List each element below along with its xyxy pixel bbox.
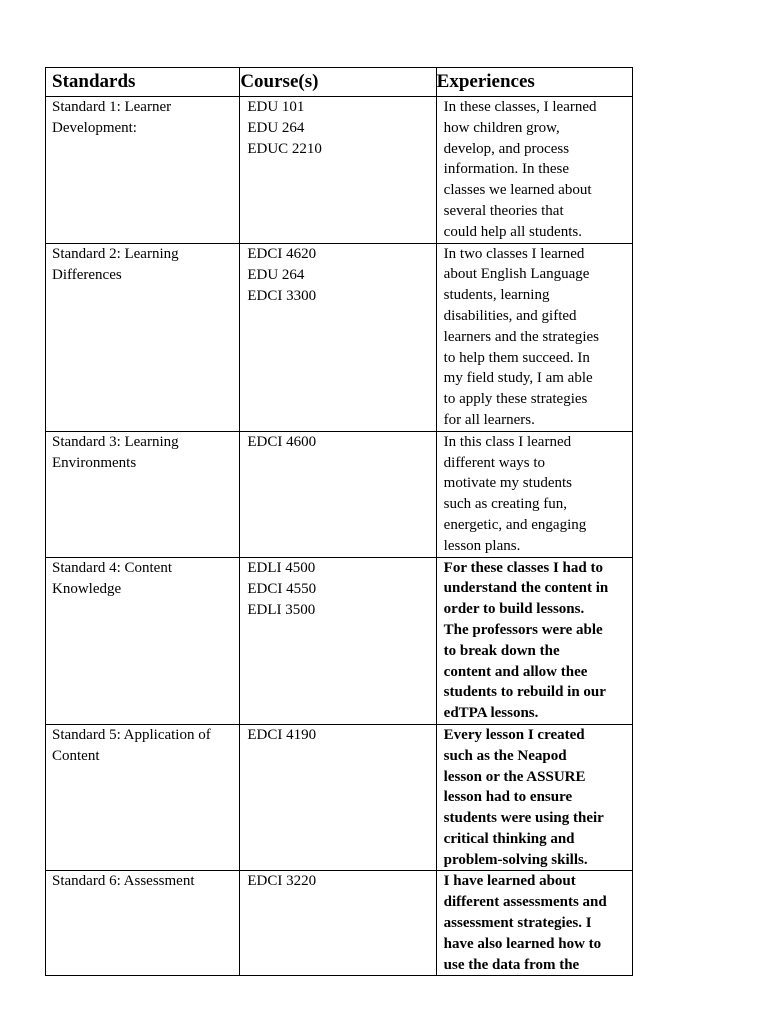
experience-cell — [436, 871, 632, 976]
table-header-row — [46, 68, 633, 97]
experience-line: classes we learned about — [443, 182, 592, 199]
experience-line: learners and the strategies — [443, 328, 600, 345]
header-experiences: Experiences — [436, 68, 632, 97]
courses-cell — [240, 431, 436, 557]
course-code: EDCI 4550 — [247, 580, 317, 597]
experience-line: how children grow, — [443, 119, 560, 136]
courses-cell — [240, 557, 436, 724]
standard-cell: Standard 3: Learning Environments — [46, 431, 240, 557]
standard-cell: Standard 6: Assessment — [46, 871, 240, 976]
course-code: EDUC 2210 — [247, 141, 322, 157]
standard-cell: Standard 5: Application of Content — [46, 724, 240, 871]
experience-line: develop, and process — [443, 140, 570, 157]
course-code: EDCI 3220 — [247, 873, 317, 890]
experience-line: motivate my students — [443, 475, 572, 492]
course-code: EDCI 4620 — [247, 245, 317, 262]
experience-line: Every lesson I created — [443, 726, 585, 743]
course-code: EDCI 4190 — [247, 726, 317, 743]
courses-cell — [240, 871, 436, 976]
experience-line: lesson had to ensure — [443, 789, 573, 806]
table-row — [46, 97, 633, 244]
courses-cell — [240, 724, 436, 871]
standard-cell: Standard 2: Learning Differences — [46, 243, 240, 431]
experience-line: content and allow thee — [443, 663, 588, 680]
experience-line: edTPA lessons. — [443, 705, 539, 722]
course-code: EDU 264 — [247, 120, 305, 136]
experience-line: The professors were able — [443, 621, 603, 638]
experience-line: could help all students. — [443, 223, 582, 240]
experience-line: different ways to — [443, 454, 546, 471]
table-row — [46, 724, 633, 871]
table-row — [46, 431, 633, 557]
experience-cell — [436, 243, 632, 431]
experience-line: such as the Neapod — [443, 747, 567, 764]
experience-line: I have learned about — [443, 873, 576, 890]
experience-line: information. In these — [443, 161, 570, 178]
table-row — [46, 871, 633, 976]
course-code: EDLI 3500 — [247, 601, 316, 618]
experience-line: different assessments and — [443, 894, 607, 911]
experience-line: to help them succeed. In — [443, 349, 590, 366]
experience-line: For these classes I had to — [443, 559, 603, 576]
experience-cell — [436, 557, 632, 724]
experience-line: order to build lessons. — [443, 601, 585, 618]
course-code: EDCI 3300 — [247, 287, 317, 304]
experience-cell — [436, 431, 632, 557]
table-row — [46, 557, 633, 724]
standard-cell: Standard 4: Content Knowledge — [46, 557, 240, 724]
experience-line: lesson or the ASSURE — [443, 768, 586, 785]
experience-line: energetic, and engaging — [443, 516, 587, 533]
experience-line: to apply these strategies — [443, 391, 588, 408]
course-code: EDLI 4500 — [247, 559, 316, 576]
experience-line: critical thinking and — [443, 830, 575, 847]
experience-line: to break down the — [443, 642, 560, 659]
experience-line: students, learning — [443, 287, 550, 304]
experience-line: for all learners. — [443, 411, 535, 428]
experience-line: disabilities, and gifted — [443, 307, 577, 324]
experience-line: use the data from the — [443, 956, 580, 973]
courses-cell — [240, 243, 436, 431]
experience-line: have also learned how to — [443, 935, 602, 952]
header-standards: Standards — [46, 68, 240, 97]
experience-line: understand the content in — [443, 580, 609, 597]
table-row — [46, 243, 633, 431]
header-courses: Course(s) — [240, 68, 436, 97]
experience-line: lesson plans. — [443, 537, 521, 554]
experience-line: my field study, I am able — [443, 370, 593, 387]
experience-line: about English Language — [443, 266, 590, 283]
experience-cell — [436, 97, 632, 244]
course-code: EDU 101 — [247, 99, 305, 115]
course-code: EDU 264 — [247, 266, 305, 283]
experience-line: assessment strategies. I — [443, 915, 592, 932]
experience-line: students were using their — [443, 810, 604, 827]
standards-table — [45, 67, 633, 976]
experience-line: several theories that — [443, 202, 564, 219]
experience-line: In these classes, I learned — [443, 99, 597, 115]
experience-line: such as creating fun, — [443, 496, 567, 513]
courses-cell — [240, 97, 436, 244]
experience-line: In two classes I learned — [443, 245, 585, 262]
experience-line: students to rebuild in our — [443, 684, 606, 701]
experience-cell — [436, 724, 632, 871]
experience-line: problem-solving skills. — [443, 851, 588, 868]
course-code: EDCI 4600 — [247, 433, 317, 450]
standard-cell: Standard 1: Learner Development: — [46, 97, 240, 244]
experience-line: In this class I learned — [443, 433, 572, 450]
